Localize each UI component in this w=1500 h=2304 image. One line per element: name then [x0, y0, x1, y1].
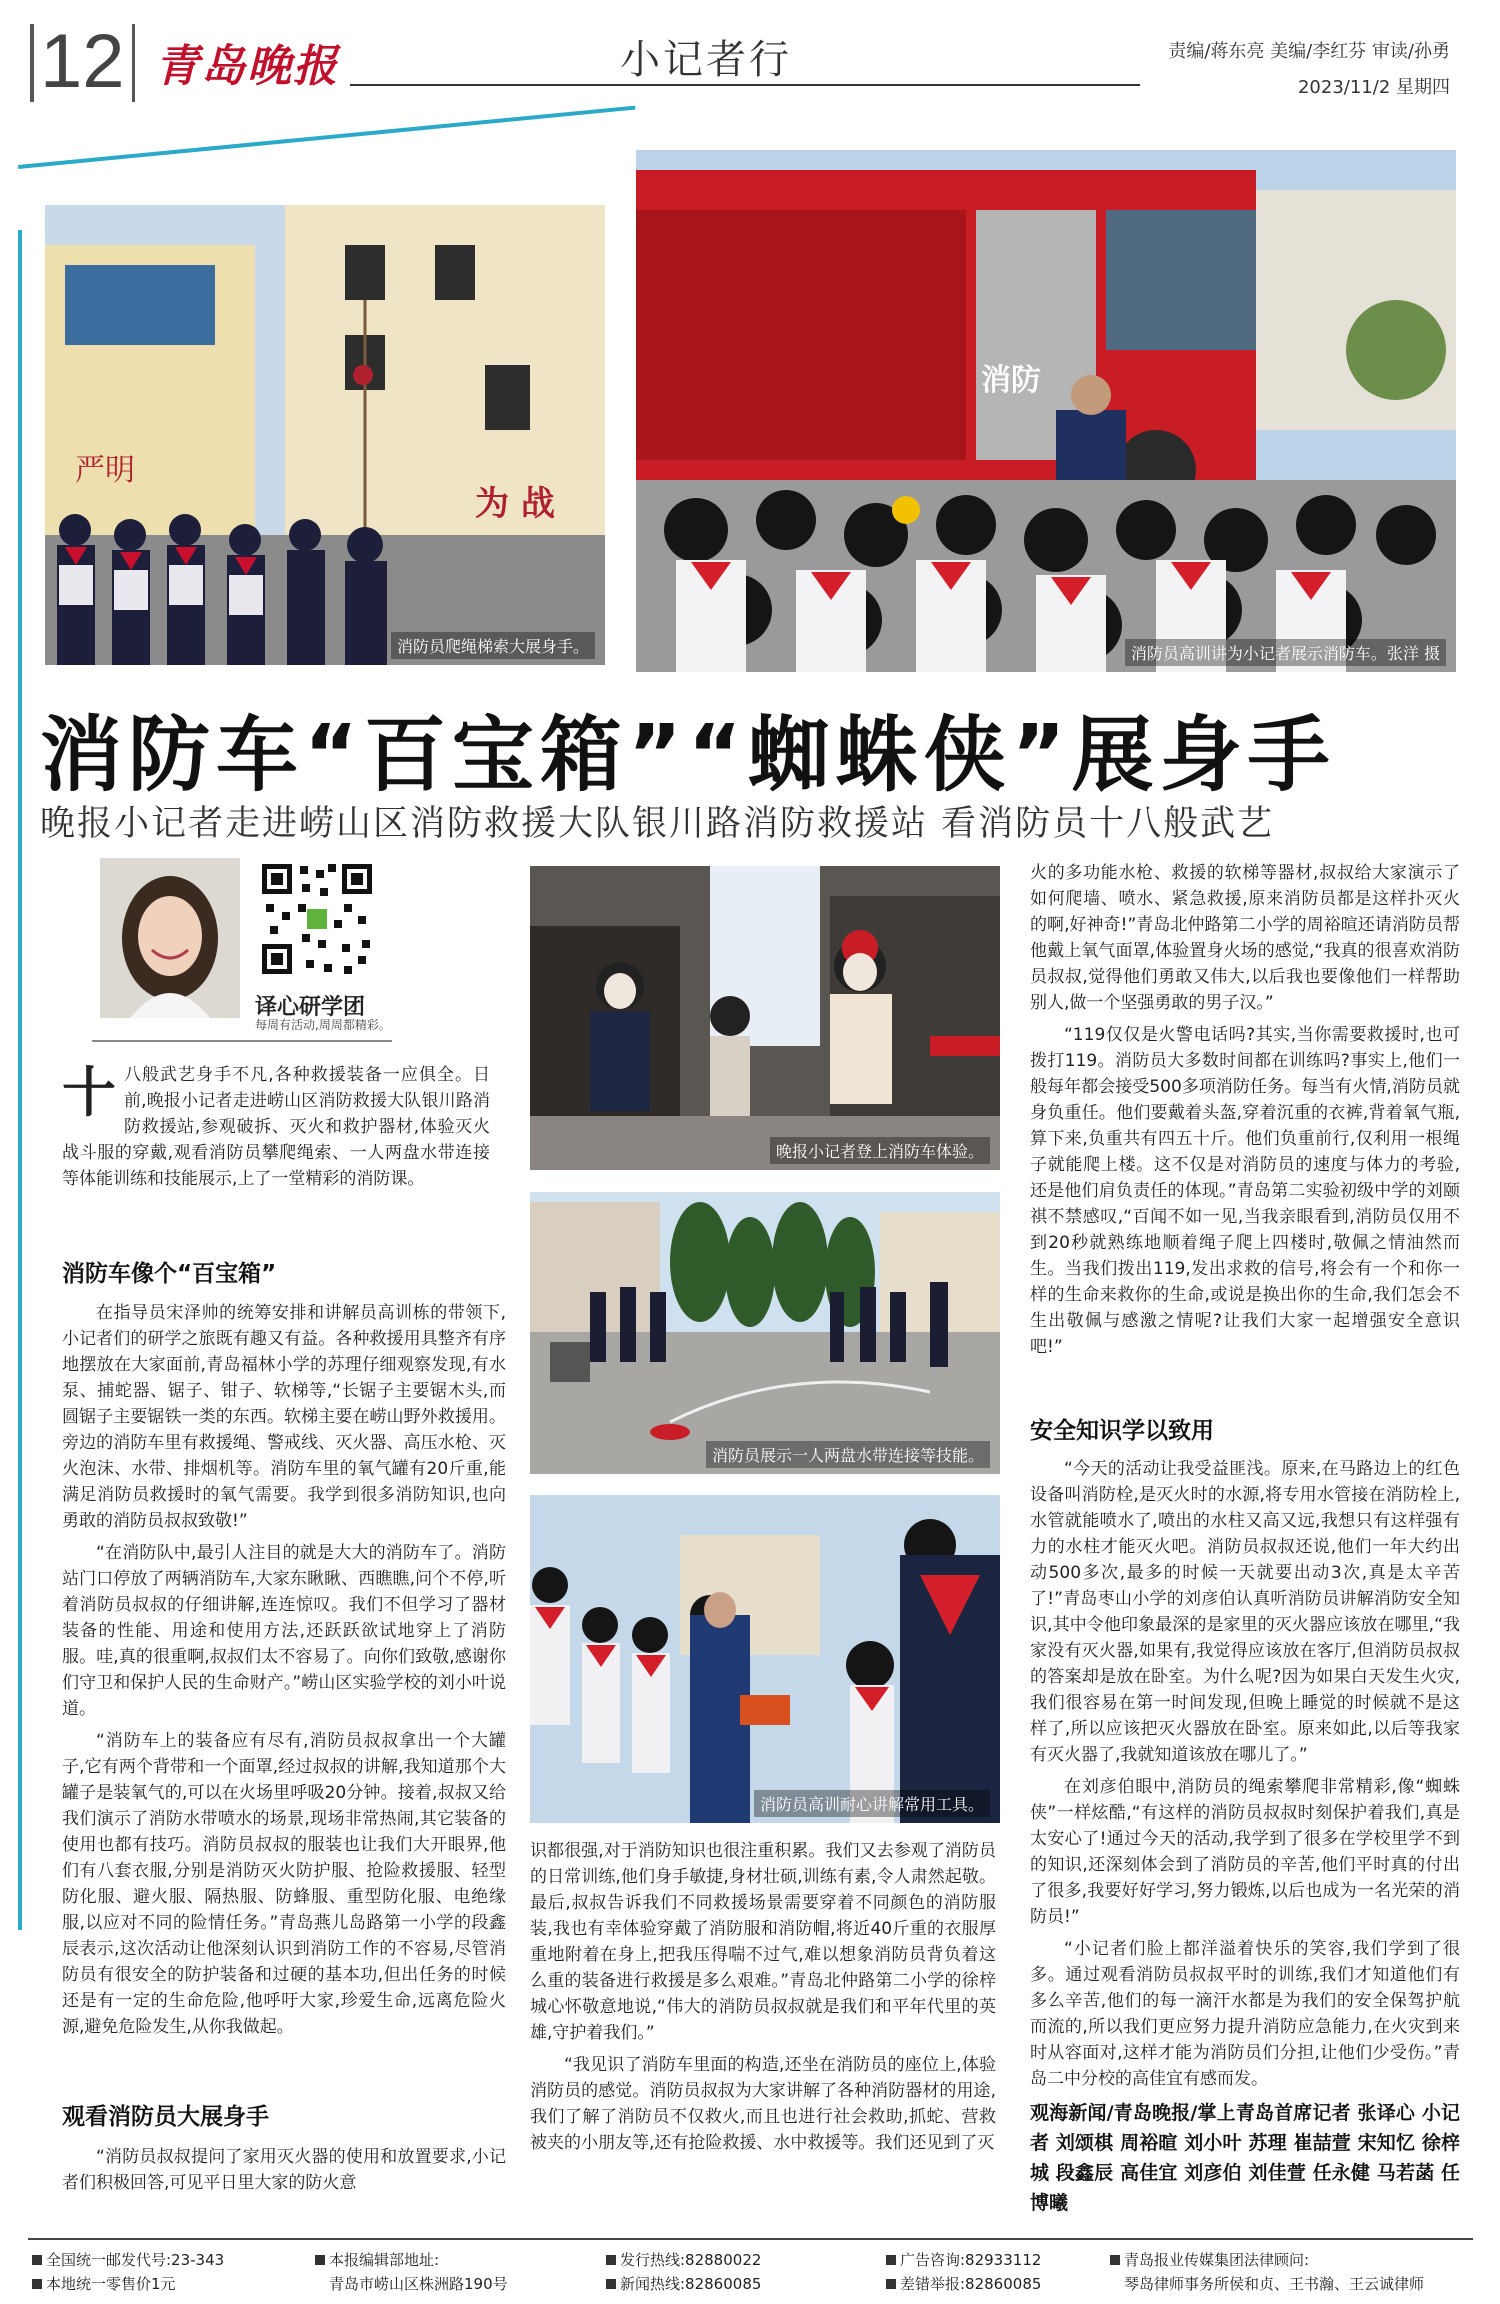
truck-lettering: 消防	[981, 363, 1041, 398]
bullet-square-icon	[32, 2255, 42, 2265]
bullet-square-icon	[1110, 2255, 1120, 2265]
photo-caption: 消防员展示一人两盘水带连接等技能。	[706, 1441, 990, 1468]
body-paragraph: 识都很强,对于消防知识也很注重积累。我们又去参观了消防员的日常训练,他们身手敏捷,身材壮硕,训练有素,令人肃然起敬。最后,叔叔告诉我们不同救援场景需要穿着不同颜色的消防服装,我也有幸体验穿戴了消防服和消防帽,将近40斤重的衣服厚重地附着在身上,把我压得喘不过气,难以想象消防员背负着这么重的装备进行救援是多么艰难。”青岛北仲路第二小学的徐梓城心怀敬意地说,“伟大的消防员叔叔就是我们和平年代里的英雄,守护着我们。”	[530, 1841, 996, 2043]
page-number-rule-left	[30, 24, 34, 102]
footer-rule	[28, 2238, 1473, 2240]
lead-text: 八般武艺身手不凡,各种救援装备一应俱全。日前,晚报小记者走进崂山区消防救援大队银川路消防救援站,参观破拆、灭火和救护器材,体验灭火战斗服的穿戴,观看消防员攀爬绳索、一人两盘水带连接等体能训练和技能展示,上了一堂精彩的消防课。	[62, 1065, 490, 1189]
photo-caption: 消防员高训讲为小记者展示消防车。张洋 摄	[1125, 639, 1446, 666]
bullet-square-icon	[886, 2255, 896, 2265]
author-box-rule	[92, 1040, 392, 1042]
column-2-body	[530, 1838, 996, 2162]
photo-tools-demo	[530, 1495, 1000, 1823]
photo-caption: 消防员爬绳梯索大展身手。	[391, 632, 595, 659]
footer-text: 青岛报业传媒集团法律顾问:	[1124, 2251, 1310, 2269]
bullet-square-icon	[32, 2279, 42, 2289]
brand-name: 译心研学团	[255, 995, 366, 1020]
header-meta	[1150, 34, 1450, 106]
column-3-body-top	[1030, 860, 1460, 1366]
page-number-rule-right	[132, 24, 135, 102]
column-3-body-bottom	[1030, 1456, 1460, 2218]
lead-paragraph	[62, 1062, 490, 1192]
headline: 消防车“百宝箱”“蜘蛛侠”展身手	[40, 708, 1336, 803]
bullet-square-icon	[606, 2255, 616, 2265]
body-paragraph: “小记者们脸上都洋溢着快乐的笑容,我们学到了很多。通过观看消防员叔叔平时的训练,我们才知道他们有多么辛苦,他们的每一滴汗水都是为我们的安全保驾护航而流的,所以我们更应努力提升消防应急能力,在火灾到来时从容面对,这样才能为消防员们分担,让他们少受伤。”青岛二中分校的高佳宜有感而发。	[1030, 1939, 1460, 2089]
section-heading: 观看消防员大展身手	[62, 2104, 269, 2130]
bullet-square-icon	[315, 2255, 325, 2265]
body-paragraph: “消防车上的装备应有尽有,消防员叔叔拿出一个大罐子,它有两个背带和一个面罩,经过叔叔的讲解,我知道那个大罐子是装氧气的,可以在火场里呼吸20分钟。接着,叔叔又给我们演示了消防水带喷水的场景,现场非常热闹,其它装备的使用也都有技巧。消防员叔叔的服装也让我们大开眼界,他们有八套衣服,分别是消防灭火防护服、抢险救援服、轻型防化服、避火服、隔热服、防蜂服、重型防化服、电绝缘服,以应对不同的险情任务。”青岛燕儿岛路第一小学的段鑫辰表示,这次活动让他深刻认识到消防工作的不容易,尽管消防员有很安全的防护装备和过硬的基本功,但出任务的时候还是有一定的生命危险,他呼吁大家,珍爱生命,远离危险火源,避免危险发生,从你我做起。	[62, 1731, 506, 2037]
body-paragraph: 火的多功能水枪、救援的软梯等器材,叔叔给大家演示了如何爬墙、喷水、紧急救援,原来消防员都是这样扑灭火的啊,好神奇!”青岛北仲路第二小学的周裕暄还请消防员帮他戴上氧气面罩,体验置身火场的感觉,“我真的很喜欢消防员叔叔,觉得他们勇敢又伟大,以后我也要像他们一样帮助别人,做一个坚强勇敢的男子汉。”	[1030, 863, 1460, 1013]
bullet-square-icon	[886, 2279, 896, 2289]
qr-code	[258, 860, 376, 978]
photo-fire-truck-kids	[636, 150, 1456, 672]
photo-caption: 晚报小记者登上消防车体验。	[770, 1137, 990, 1164]
section-title: 小记者行	[620, 37, 792, 83]
staff-credits: 责编/蒋东亮 美编/李红芬 审读/孙勇	[1168, 41, 1450, 62]
body-paragraph: “在消防队中,最引人注目的就是大大的消防车了。消防站门口停放了两辆消防车,大家东瞅瞅、西瞧瞧,问个不停,听着消防员叔叔的仔细讲解,连连惊叹。我们不但学习了器材装备的性能、用途和使用方法,还跃跃欲试地穿上了消防服。哇,真的很重啊,叔叔们太不容易了。向你们致敬,感谢你们守卫和保护人民的生命财产。”崂山区实验学校的刘小叶说道。	[62, 1543, 506, 1719]
photo-rope-climbing	[45, 205, 605, 665]
body-paragraph: “我见识了消防车里面的构造,还坐在消防员的座位上,体验消防员的感觉。消防员叔叔为大家讲解了各种消防器材的用途,我们了解了消防员不仅救火,而且也进行社会救助,抓蛇、营救被夹的小朋友等,还有抢险救援、水中救援等。我们还见到了灭	[530, 2055, 996, 2153]
issue-date: 2023/11/2 星期四	[1297, 77, 1450, 98]
newspaper-masthead: 青岛晚报	[155, 41, 339, 92]
wall-slogan: 为 战	[475, 484, 555, 524]
footer-block-1	[32, 2248, 224, 2296]
footer-text: 发行热线:82880022	[620, 2251, 762, 2269]
body-paragraph: “今天的活动让我受益匪浅。原来,在马路边上的红色设备叫消防栓,是灭火时的水源,将专用水管接在消防栓上,水管就能喷水了,喷出的水柱又高又远,我想只有这样强有力的水柱才能灭火吧。消防员叔叔还说,他们一年大约出动500多次,最多的时候一天就要出动3次,真是太辛苦了!”青岛枣山小学的刘彦伯认真听消防员讲解消防安全知识,其中令他印象最深的是家里的灭火器应该放在哪里,“我家没有灭火器,如果有,我觉得应该放在客厅,但消防员叔叔的答案却是放在卧室。为什么呢?因为如果白天发生火灾,我们很容易在第一时间发现,但晚上睡觉的时候就不是这样了,所以应该把灭火器放在卧室。原来如此,以后等我家有灭火器了,我就知道该放在哪儿了。”	[1030, 1459, 1460, 1765]
body-paragraph: 在指导员宋泽帅的统筹安排和讲解员高训栋的带领下,小记者们的研学之旅既有趣又有益。各种救援用具整齐有序地摆放在大家面前,青岛福林小学的苏理仔细观察发现,有水泵、捕蛇器、锯子、钳子、软梯等,“长锯子主要锯木头,而圆锯子主要锯铁一类的东西。软梯主要在崂山野外救援用。旁边的消防车里有救援绳、警戒线、灭火器、高压水枪、灭火泡沫、水带、排烟机等。消防车里的氧气罐有20斤重,能满足消防员救援时的氧气需要。我学到很多消防知识,也向勇敢的消防员叔叔致敬!”	[62, 1303, 506, 1531]
wall-slogan: 严明	[75, 453, 135, 488]
footer-text: 本报编辑部地址:	[329, 2251, 440, 2269]
decorative-frame-line	[18, 230, 22, 1930]
footer-block-3	[606, 2248, 761, 2296]
photo-hose-demo	[530, 1192, 1000, 1474]
footer-text: 琴岛律师事务所侯和贞、王书瀚、王云诚律师	[1124, 2275, 1425, 2293]
column-1-body-cont	[62, 2144, 506, 2202]
subheadline: 晚报小记者走进崂山区消防救援大队银川路消防救援站 看消防员十八般武艺	[40, 804, 1275, 844]
header-rule	[350, 84, 1140, 86]
column-1-body	[62, 1300, 506, 2046]
photo-caption: 消防员高训耐心讲解常用工具。	[754, 1790, 990, 1817]
footer-text: 全国统一邮发代号:23-343	[46, 2251, 225, 2269]
footer-text: 青岛市崂山区株洲路190号	[329, 2275, 508, 2293]
footer-block-2	[315, 2248, 508, 2296]
reporter-credits: 观海新闻/青岛晚报/掌上青岛首席记者 张译心 小记者 刘颂棋 周裕暄 刘小叶 苏理 崔喆萱 宋知忆 徐梓城 段鑫辰 高佳宜 刘彦伯 刘佳萱 任永健 马若菡 任博曦	[1030, 2102, 1460, 2214]
photo-kids-in-truck	[530, 866, 1000, 1170]
body-paragraph: 在刘彦伯眼中,消防员的绳索攀爬非常精彩,像“蜘蛛侠”一样炫酷,“有这样的消防员叔叔时刻保护着我们,真是太安心了!通过今天的活动,我学到了很多在学校里学不到的知识,还深刻体会到了消防员的辛苦,他们平时真的付出了很多,我要好好学习,努力锻炼,以后也成为一名光荣的消防员!”	[1030, 1777, 1460, 1927]
decorative-frame-line	[18, 106, 636, 169]
body-paragraph: “消防员叔叔提问了家用灭火器的使用和放置要求,小记者们积极回答,可见平日里大家的防火意	[62, 2147, 506, 2193]
footer-block-5	[1110, 2248, 1424, 2296]
footer-text: 广告咨询:82933112	[900, 2251, 1042, 2269]
brand-tagline: 每周有活动,周周都精彩。	[255, 1018, 391, 1032]
footer-text: 本地统一零售价1元	[46, 2275, 176, 2293]
footer-text: 差错举报:82860085	[900, 2275, 1042, 2293]
section-heading: 安全知识学以致用	[1030, 1418, 1214, 1444]
section-heading: 消防车像个“百宝箱”	[62, 1261, 277, 1287]
page-number: 12	[40, 19, 125, 104]
author-portrait	[100, 858, 240, 1018]
body-paragraph: “119仅仅是火警电话吗?其实,当你需要救援时,也可拨打119。消防员大多数时间都在训练吗?事实上,他们一般每年都会接受500多项消防任务。每当有火情,消防员就身负重任。他们要戴着头盔,穿着沉重的衣裤,背着氧气瓶,算下来,负重共有四五十斤。他们负重前行,仅利用一根绳子就能爬上楼。这不仅是对消防员的速度与体力的考验,还是他们肩负责任的体现。”青岛第二实验初级中学的刘颐祺不禁感叹,“百闻不如一见,当我亲眼看到,消防员仅用不到20秒就熟练地顺着绳子爬上四楼时,敬佩之情油然而生。当我们拨出119,发出求救的信号,将会有一个和你一样的生命来救你的生命,或说是换出你的生命,我们怎会不生出敬佩与感激之情呢?让我们大家一起增强安全意识吧!”	[1030, 1025, 1460, 1357]
footer-text: 新闻热线:82860085	[620, 2275, 762, 2293]
dropcap: 十	[62, 1061, 116, 1124]
footer-block-4	[886, 2248, 1041, 2296]
bullet-square-icon	[606, 2279, 616, 2289]
